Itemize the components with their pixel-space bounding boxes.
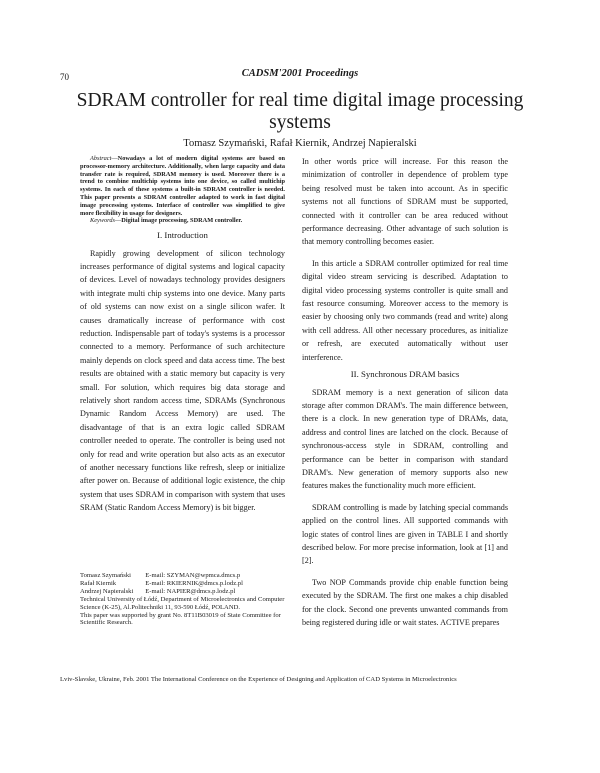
funding-note: This paper was supported by grant No. 8T11B03019 of State Committee for Scientific Research. xyxy=(80,611,281,627)
paper-title: SDRAM controller for real time digital image processing systems xyxy=(76,90,524,133)
section-heading-sdram-basics: II. Synchronous DRAM basics xyxy=(350,369,460,380)
left-column xyxy=(80,155,285,515)
author-name: Andrzej Napieralski xyxy=(80,587,134,595)
running-header: CADSM'2001 Proceedings xyxy=(241,68,359,79)
affiliation: Technical University of Łódź, Department of Microelectronics and Computer Science (K-25), Al.Politechniki 11, 93-590 Łódź, POLAND. xyxy=(80,595,285,611)
keywords-label: Keywords xyxy=(90,217,115,225)
body-paragraph: In this article a SDRAM controller optimized for real time digital video stream servicing is described. Adaptation to digital video processing systems controller is quite small and fast resource consuming. Moreover access to the memory is easier by choosing only two commands (read and write) along with cell address. All other necessary procedures, as initialize or refresh, are executed automatically without user interference. xyxy=(302,258,508,362)
body-paragraph: SDRAM memory is a next generation of silicon data storage after common DRAM's. The main difference between, there is a clock. In new generation type of DRAMs, data, address and control lines are latched on the clock. Because of synchronous-access style in SDRAM, controlling and performance can be better in comparison with standard DRAM's. New generation of memory supports also new features makes the functionality much more efficient. xyxy=(302,387,508,491)
author-contact-row xyxy=(80,588,255,596)
body-paragraph: SDRAM controlling is made by latching special commands applied on the control lines. All supported commands with logic states of control lines are given in TABLE I and shortly described below. For more precise information, look at [1] and [2]. xyxy=(302,502,508,566)
keywords: Keywords—Digital image processing, SDRAM controller. xyxy=(90,217,243,225)
author-contacts xyxy=(80,572,255,596)
section-heading-introduction: I. Introduction xyxy=(157,230,208,241)
body-paragraph: In other words price will increase. For this reason the minimization of controller in dependence of problem type being resolved must be taken into account. As in specific systems not all functions of SDRAM must be supported, connected with it controller can be area reduced without performance decreasing. Other advantage of such solution is that memory controlling becomes easier. xyxy=(302,157,508,247)
conference-footer: Lviv-Slavske, Ukraine, Feb. 2001 The International Conference on the Experience of Designing and Application of CAD Systems in Microelectronics xyxy=(60,676,457,683)
author-list: Tomasz Szymański, Rafał Kiernik, Andrzej Napieralski xyxy=(183,138,417,149)
author-contact-row xyxy=(80,572,255,580)
body-paragraph: Two NOP Commands provide chip enable function being executed by the SDRAM. The first one makes a chip disabled for the clock. Second one prevents unwanted commands from being registered during idle or wait states. ACTIVE prepares xyxy=(302,577,508,627)
author-contact-row xyxy=(80,580,255,588)
footnote xyxy=(80,572,285,627)
right-column xyxy=(302,155,508,629)
introduction-paragraph: Rapidly growing development of silicon technology increases performance of digital systems and logical capacity of devices. Level of nowadays technology provides designers with integrate multi chip systems into one device. Many parts of old systems can now exist on a single silicon wafer. It causes dramatically increase of performance with cost reduction. Indispensable part of today's systems is a processor connected to a memory. Performance of such architecture mainly depends on clock speed and data access time. The best results are obtained with a static memory but capacity is very small. For solution, which requires big data storage and relatively short random access time, SDRAMs (Synchronous Dynamic Random Access Memory) are used. The disadvantage of that is an extra logic called SDRAM controller needed to operate. The controller is being used not only for read and write operation but also acts as an executor of another necessary functions like refresh, sleep or initialize after power on. Because of additional logic existence, the chip system that uses SDRAM in comparison with system that uses SRAM (Static Random Access Memory) is bit bigger. xyxy=(80,248,285,513)
author-name: Tomasz Szymański xyxy=(80,572,131,579)
author-name: Rafał Kiernik xyxy=(80,579,117,587)
abstract-text: Nowadays a lot of modern digital systems are based on processor-memory architecture. Additionally, when large capacity and data transfer rate is required, SDRAM memory is used. Moreover there is a trend to combine multichip systems into one device, so called multichip systems. In each of these systems a built-in SDRAM controller is needed. This paper presents a SDRAM controller adapted to work in fast digital image processing systems. Interface of controller was simplified to give more flexibility in usage for designers. xyxy=(80,155,285,217)
abstract-label: Abstract xyxy=(90,155,112,162)
keywords-text: Digital image processing, SDRAM controller. xyxy=(121,217,243,225)
abstract: Abstract—Nowadays a lot of modern digital systems are based on processor-memory architecture. Additionally, when large capacity and data transfer rate is required, SDRAM memory is used. Moreover there is a trend to combine multichip systems into one device, so called multichip systems. In each of these systems a built-in SDRAM controller is needed. This paper presents a SDRAM controller adapted to work in fast digital image processing systems. Interface of controller was simplified to give more flexibility in usage for designers. xyxy=(80,155,285,217)
author-email: E-mail: SZYMAN@wpmca.dmcs.p xyxy=(145,572,241,579)
author-email: E-mail: NAPIER@dmcs.p.lodz.pl xyxy=(145,587,236,595)
page-number: 70 xyxy=(60,72,69,82)
author-email: E-mail: RKIERNIK@dmcs.p.lodz.pl xyxy=(145,579,243,587)
